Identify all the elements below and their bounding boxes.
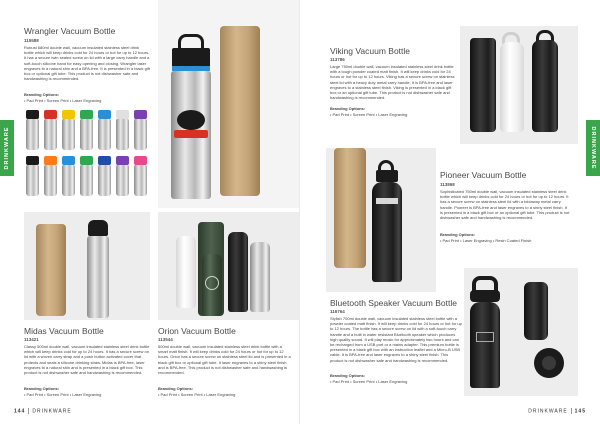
pioneer-description: Sophisticated 750ml double wall, vacuum insulated stainless steel drink bottle which will keep drinks cold for 24 hours or hot for up to 12 hours. It has a secure screw on stainless steel lid with a foldaway metal carry handle. Pioneer is BPA-free and laser engraves to a shiny steel finish. It is presented in a black gift box or an optional gift tube. This product is not dishwasher safe and handwashing is recommended. <box>440 189 570 221</box>
orion-photo <box>158 212 300 320</box>
bluetooth-description: Stylish 700ml double wall, vacuum insulated stainless steel bottle with a powder coated matt finish. It will keep drinks cold for 24 hours or hot for up to 12 hours. The bottle has a secure screw on lid with a soft-touch carry handle and a built in water resistant Bluetooth speaker which produces high quality sound. It will play music for approximately two hours and can be recharged from a USB port or a mains adapter. This premium bottle is presented in a black gift box with an instruction leaflet and a Micro-B USB cable. It is BPA-free and laser engraves to a shiny steel finish. This product is not dishwasher safe and handwashing is recommended. <box>330 316 462 363</box>
pioneer-branding-heading: Branding Options: <box>440 232 476 237</box>
variant-lid <box>80 110 93 119</box>
orion-description: 500ml double wall, vacuum insulated stainless steel drink bottle with a smart matt finish. It will keep drinks cold for 24 hours or hot for up to 12 hours. Orion has a secure screw on stainless steel lid and is presented in a black gift box or optional gift tube. It laser engraves to a shiny steel finish and is BPA-free. This product is not dishwasher safe and handwashing is recommended. <box>158 344 291 376</box>
left-page-number: 144 <box>14 408 26 414</box>
midas-branding: • Pad Print • Screen Print • Laser Engraving <box>24 392 102 397</box>
viking-photo <box>460 26 578 144</box>
orion-logo-mark <box>205 276 219 290</box>
orion-bottle-black <box>228 232 248 312</box>
pioneer-bottle <box>372 182 402 282</box>
footer-divider <box>28 408 29 414</box>
bluetooth-speaker-grille <box>542 356 556 370</box>
wrangler-hero-photo <box>158 0 300 208</box>
bluetooth-code: 116764 <box>330 309 345 314</box>
wrangler-gift-tube <box>220 26 260 196</box>
variant-bottle <box>44 164 57 196</box>
variant-lid <box>80 156 93 165</box>
variant-bottle <box>62 118 75 150</box>
viking-bottle-white <box>500 42 524 132</box>
section-tab-left <box>0 120 14 176</box>
wrangler-description: Robust 680ml double wall, vacuum insulated stainless steel drink bottle which will keep drinks cold for 24 hours or hot for up to 12 hours. It has a secure twin sealed screw on lid with a large carry handle and a soft-touch silicone band for easy opening and closing. Wrangler laser engraves to a natural shin and a BPA-free. It is presented in a black gift box or optional gift tube. This product is not dishwasher safe and handwashing is recommended. <box>24 45 150 82</box>
orion-bottle-steel <box>250 242 270 312</box>
left-footer-label: DRINKWARE <box>32 408 72 414</box>
viking-title: Viking Vacuum Bottle <box>330 46 411 56</box>
variant-bottle <box>98 164 111 196</box>
section-tab-right <box>586 120 600 176</box>
variant-lid <box>134 110 147 119</box>
bluetooth-logo <box>476 332 494 342</box>
wrangler-branding: • Pad Print • Screen Print • Laser Engraving <box>24 98 102 103</box>
variant-bottle <box>134 164 147 196</box>
orion-branding-heading: Branding Options: <box>158 386 194 391</box>
variant-bottle <box>116 118 129 150</box>
right-footer-label: DRINKWARE <box>528 408 568 414</box>
bluetooth-photo <box>464 268 578 396</box>
wrangler-logo-mark <box>177 110 205 130</box>
viking-bottle-black <box>470 38 496 132</box>
wrangler-logo-banner <box>174 130 208 138</box>
midas-lid <box>88 220 108 236</box>
midas-branding-heading: Branding Options: <box>24 386 60 391</box>
bluetooth-lid <box>470 290 500 302</box>
variant-lid <box>116 110 129 119</box>
variant-lid <box>62 156 75 165</box>
bluetooth-gift-box <box>524 282 548 340</box>
viking-branding: • Pad Print • Screen Print • Laser Engraving <box>330 112 408 117</box>
orion-branding: • Pad Print • Screen Print • Laser Engraving <box>158 392 236 397</box>
midas-gift-tube <box>36 224 66 316</box>
section-tab-label: DRINKWARE <box>4 126 10 170</box>
left-footer <box>14 408 72 414</box>
variant-bottle <box>26 118 39 150</box>
wrangler-colour-variants <box>24 108 156 204</box>
wrangler-code: 115588 <box>24 38 39 43</box>
wrangler-title: Wrangler Vacuum Bottle <box>24 26 116 36</box>
variant-bottle <box>134 118 147 150</box>
variant-bottle <box>98 118 111 150</box>
right-footer <box>528 408 586 414</box>
pioneer-branding: • Pad Print • Laser Engraving • Resin Coated Finish <box>440 238 532 243</box>
variant-lid <box>44 156 57 165</box>
variant-bottle <box>116 164 129 196</box>
midas-photo <box>24 212 150 320</box>
variant-bottle <box>26 164 39 196</box>
viking-description: Large 750ml double wall, vacuum insulated stainless steel drink bottle with a tough powder coated matt finish. It will keep drinks cold for 24 hours or hot for up to 12 hours. Viking has a secure screw on stainless steel lid with a heavy duty metal carry handle. It is BPA-free and laser engraves to a stainless steel finish. Viking is presented in a black gift box or an optional gift tube. This product is not dishwasher safe and handwashing is recommended. <box>330 64 455 101</box>
variant-lid <box>98 110 111 119</box>
viking-branding-heading: Branding Options: <box>330 106 366 111</box>
pioneer-lid <box>376 170 398 182</box>
midas-title: Midas Vacuum Bottle <box>24 326 104 336</box>
footer-divider <box>571 408 572 414</box>
bluetooth-title: Bluetooth Speaker Vacuum Bottle <box>330 298 457 308</box>
variant-lid <box>62 110 75 119</box>
pioneer-code: 113868 <box>440 182 455 187</box>
variant-lid <box>116 156 129 165</box>
wrangler-branding-heading: Branding Options: <box>24 92 60 97</box>
pioneer-logo <box>376 198 398 204</box>
orion-bottle-white <box>176 236 196 308</box>
variant-lid <box>98 156 111 165</box>
pioneer-gift-tube <box>334 148 366 268</box>
orion-code: 113544 <box>158 337 173 342</box>
midas-bottle <box>87 236 109 318</box>
orion-title: Orion Vacuum Bottle <box>158 326 236 336</box>
variant-bottle <box>80 164 93 196</box>
bluetooth-bottle <box>470 302 500 388</box>
variant-lid <box>26 156 39 165</box>
bluetooth-branding-heading: Branding Options: <box>330 373 366 378</box>
midas-code: 113421 <box>24 337 39 342</box>
viking-code: 113786 <box>330 57 345 62</box>
pioneer-photo <box>326 148 436 292</box>
variant-bottle <box>80 118 93 150</box>
variant-lid <box>44 110 57 119</box>
right-page-number: 145 <box>574 408 586 414</box>
variant-lid <box>134 156 147 165</box>
variant-bottle <box>44 118 57 150</box>
midas-description: Classy 500ml double wall, vacuum insulated stainless steel drink bottle which will keep drinks cold for up to 24 hours. It has a secure screw on lid with a woven carry strap and a push button activated cover that protects and seals a silicone drinking straw. Midas is BPA-free, laser engraves to a natural shin and is presented in a black gift box. This product is not dishwasher safe and handwashing is recommended. <box>24 344 150 376</box>
right-page <box>300 0 600 424</box>
pioneer-title: Pioneer Vacuum Bottle <box>440 170 527 180</box>
section-tab-label: DRINKWARE <box>590 126 596 170</box>
bluetooth-branding: • Pad Print • Screen Print • Laser Engraving <box>330 379 408 384</box>
viking-bottle-black-2 <box>532 40 558 132</box>
variant-lid <box>26 110 39 119</box>
variant-bottle <box>62 164 75 196</box>
